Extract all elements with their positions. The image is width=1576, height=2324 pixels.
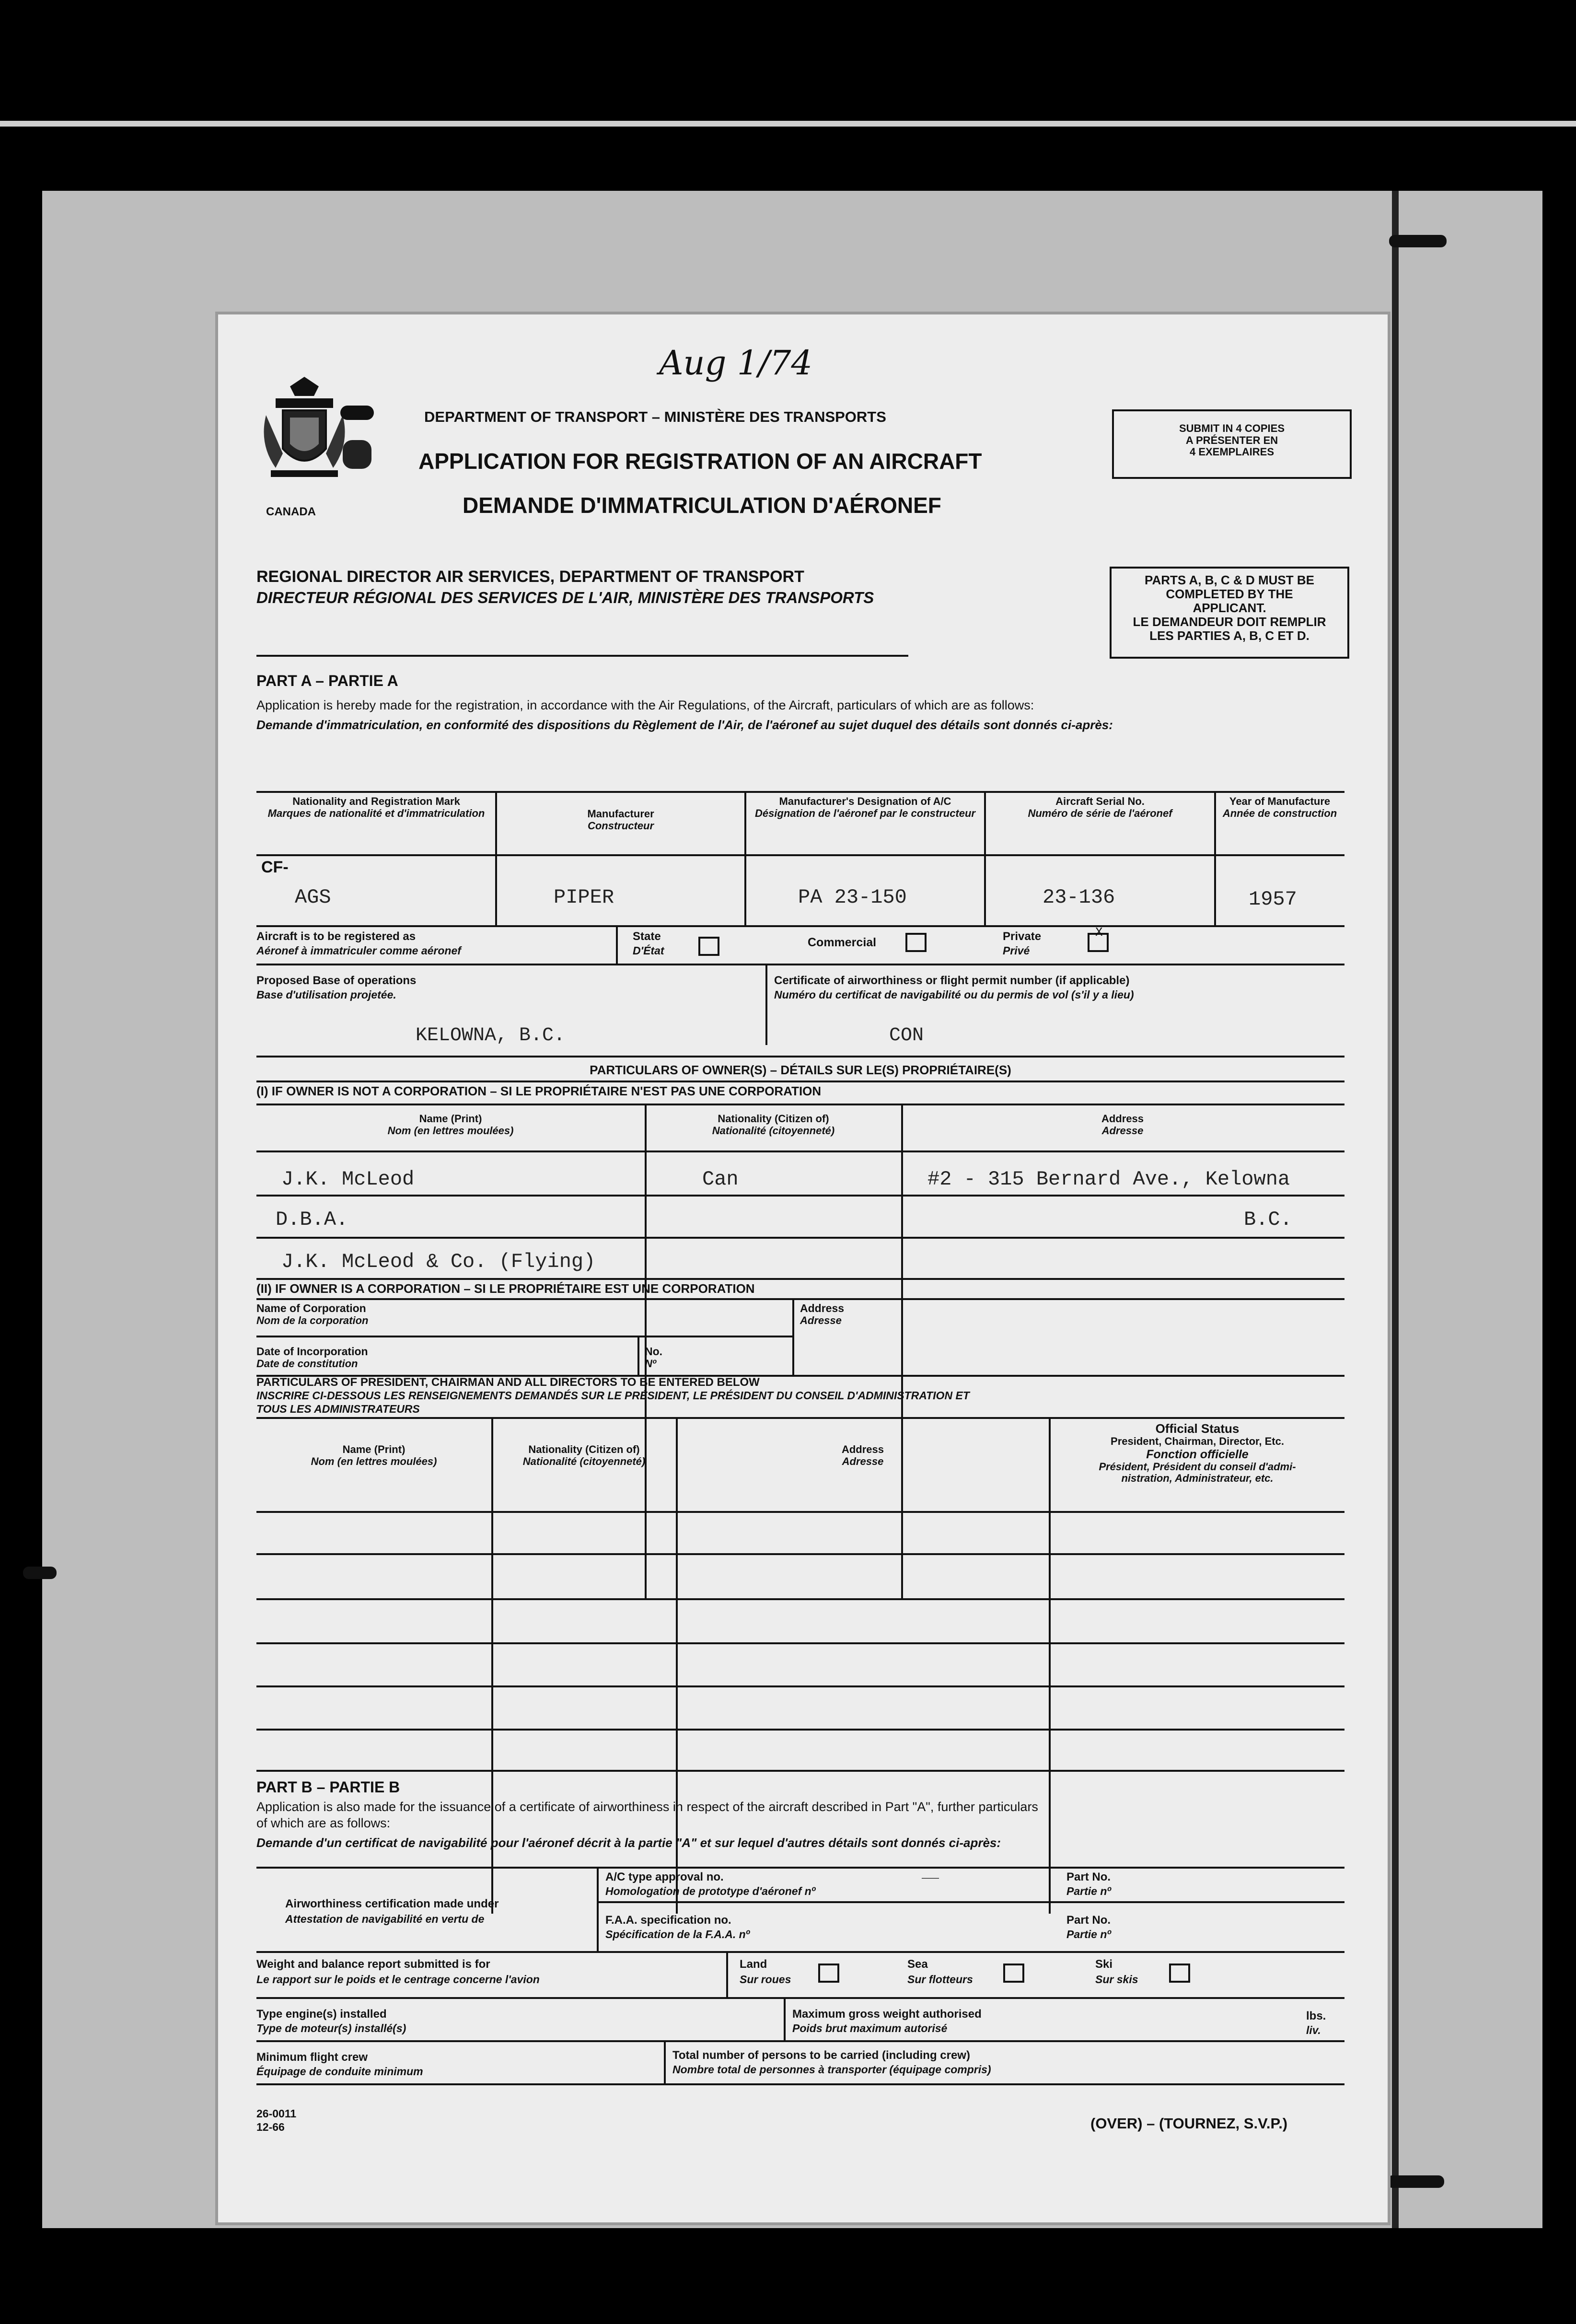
table-line — [256, 1336, 793, 1337]
engine-en: Type engine(s) installed — [256, 2008, 387, 2021]
sea-fr: Sur flotteurs — [907, 1973, 973, 1986]
registered-as-fr: Aéronef à immatriculer comme aéronef — [256, 944, 461, 957]
director-col-address — [677, 1444, 1049, 1467]
directors-line-2: INSCRIRE CI-DESSOUS LES RENSEIGNEMENTS DEMANDÉS SUR LE PRÉSIDENT, LE PRÉSIDENT DU CONSEIL D'ADMINISTRATION ET — [256, 1389, 970, 1402]
registered-as-en: Aircraft is to be registered as — [256, 930, 416, 943]
airworthiness-en: Airworthiness certification made under — [285, 1897, 499, 1910]
col-fr: Numéro de série de l'aéronef — [1028, 807, 1172, 819]
canada-coat-of-arms-icon — [256, 377, 352, 492]
table-line — [256, 1298, 1344, 1300]
col-head-year — [1215, 796, 1344, 819]
table-line — [256, 1729, 1344, 1731]
cert-en: Certificate of airworthiness or flight permit number (if applicable) — [774, 974, 1130, 987]
handwritten-date: Aug 1/74 — [659, 343, 812, 383]
col-fr: Nom (en lettres moulées) — [311, 1455, 437, 1467]
table-line — [256, 2040, 1344, 2042]
col-head-serial — [985, 796, 1215, 819]
corp-address-en: Address — [800, 1302, 845, 1314]
directors-line-3: TOUS LES ADMINISTRATEURS — [256, 1403, 420, 1415]
base-en: Proposed Base of operations — [256, 974, 417, 987]
col-fr: Marques de nationalité et d'immatriculation — [267, 807, 485, 819]
table-line — [726, 1951, 728, 1997]
private-fr: Privé — [1003, 944, 1030, 957]
airworthiness-fr: Attestation de navigabilité en vertu de — [285, 1913, 485, 1925]
table-line — [256, 1951, 1344, 1953]
redaction-mark — [340, 406, 374, 420]
punch-mark — [1387, 2175, 1444, 2188]
table-line — [256, 1195, 1344, 1197]
col-en: Nationality (Citizen of) — [528, 1443, 640, 1455]
owner-col-nationality — [646, 1113, 901, 1137]
status-fr-desc-2: nistration, Administrateur, etc. — [1121, 1472, 1274, 1485]
parts-line-1: PARTS A, B, C & D MUST BE — [1145, 573, 1314, 587]
submit-line-3: 4 EXEMPLAIRES — [1189, 446, 1275, 458]
page-edge-shadow — [1392, 191, 1399, 2228]
lbs-unit: lbs. — [1306, 2010, 1326, 2022]
submit-line-1: SUBMIT IN 4 COPIES — [1179, 422, 1285, 434]
owner-col-name — [256, 1113, 645, 1137]
state-fr: D'État — [633, 944, 664, 957]
ski-en: Ski — [1095, 1958, 1113, 1971]
submit-line-2: A PRÉSENTER EN — [1185, 434, 1278, 446]
owner-address-line-1: #2 - 315 Bernard Ave., Kelowna — [927, 1168, 1290, 1191]
table-line — [616, 925, 618, 964]
col-fr: Nom (en lettres moulées) — [387, 1124, 514, 1137]
weight-en: Weight and balance report submitted is for — [256, 1958, 490, 1971]
table-line — [256, 1770, 1344, 1772]
inc-date-en: Date of Incorporation — [256, 1345, 368, 1358]
ac-type-en: A/C type approval no. — [605, 1871, 724, 1883]
liv-unit: liv. — [1306, 2024, 1321, 2036]
part-b-intro-fr: Demande d'un certificat de navigabilité pour l'aéronef décrit à la partie "A" et sur lequel d'autres détails sont donnés ci-après: — [256, 1836, 1001, 1850]
addressee-line — [256, 655, 908, 657]
col-en: Name (Print) — [419, 1113, 482, 1125]
owner-col-address — [902, 1113, 1343, 1137]
table-line — [901, 1104, 903, 1598]
col-fr: Nationalité (citoyenneté) — [522, 1455, 646, 1467]
col-fr: Constructeur — [587, 819, 654, 832]
punch-mark — [1389, 235, 1447, 247]
col-en: Year of Manufacture — [1229, 795, 1331, 807]
col-en: Aircraft Serial No. — [1055, 795, 1145, 807]
col-en: Address — [841, 1443, 884, 1455]
serial-value: 23-136 — [1043, 886, 1115, 909]
part-no-2-fr: Partie nº — [1066, 1928, 1111, 1941]
col-en: Manufacturer — [587, 808, 654, 820]
part-no-2-en: Part No. — [1066, 1914, 1111, 1927]
table-line — [256, 2083, 1344, 2085]
ski-checkbox[interactable] — [1169, 1964, 1190, 1983]
owner-name-line-1: J.K. McLeod — [281, 1168, 415, 1191]
no-en: No. — [645, 1345, 663, 1358]
table-line — [256, 1237, 1344, 1239]
table-line — [256, 791, 1344, 793]
part-b-intro-en-2: of which are as follows: — [256, 1816, 391, 1830]
redaction-mark — [343, 440, 371, 469]
weight-fr: Le rapport sur le poids et le centrage concerne l'avion — [256, 1973, 540, 1986]
table-line — [256, 925, 1344, 927]
inc-date-fr: Date de constitution — [256, 1358, 358, 1370]
year-value: 1957 — [1249, 888, 1297, 911]
col-head-manufacturer — [496, 808, 745, 832]
table-line — [256, 1150, 1344, 1152]
punch-mark — [23, 1567, 57, 1579]
status-en-title: Official Status — [1155, 1421, 1240, 1436]
faa-en: F.A.A. specification no. — [605, 1914, 731, 1927]
part-a-intro-fr: Demande d'immatriculation, en conformité des dispositions du Règlement de l'Air, de l'aéronef au sujet duquel des détails sont donnés ci-après: — [256, 718, 1113, 732]
is-corporation-heading: (II) IF OWNER IS A CORPORATION – SI LE PROPRIÉTAIRE EST UNE CORPORATION — [256, 1281, 755, 1296]
col-fr: Adresse — [842, 1455, 884, 1467]
table-line — [1049, 1417, 1051, 1914]
col-fr: Adresse — [1101, 1124, 1144, 1137]
part-b-heading: PART B – PARTIE B — [256, 1778, 400, 1796]
parts-line-4: LE DEMANDEUR DOIT REMPLIR — [1133, 615, 1326, 629]
part-a-heading: PART A – PARTIE A — [256, 672, 398, 689]
table-line — [256, 1997, 1344, 1999]
col-en: Name (Print) — [342, 1443, 406, 1455]
engine-fr: Type de moteur(s) installé(s) — [256, 2022, 406, 2034]
private-checkmark: X — [1095, 925, 1103, 940]
table-line — [256, 1056, 1344, 1057]
addressee-french: DIRECTEUR RÉGIONAL DES SERVICES DE L'AIR, MINISTÈRE DES TRANSPORTS — [256, 589, 874, 606]
status-fr-title: Fonction officielle — [1146, 1447, 1249, 1461]
col-en: Nationality (Citizen of) — [718, 1113, 829, 1125]
cert-fr: Numéro du certificat de navigabilité ou du permis de vol (s'il y a lieu) — [774, 988, 1134, 1001]
part-a-intro-en: Application is hereby made for the registration, in accordance with the Air Regulations, of the Aircraft, particulars of which are as follows: — [256, 698, 1034, 712]
parts-line-5: LES PARTIES A, B, C ET D. — [1149, 628, 1309, 643]
table-line — [597, 1867, 599, 1951]
owner-address-line-2: B.C. — [1244, 1208, 1292, 1231]
cf-prefix: CF- — [261, 858, 289, 876]
title-french: DEMANDE D'IMMATRICULATION D'AÉRONEF — [463, 493, 941, 518]
table-line — [256, 1642, 1344, 1644]
department-line: DEPARTMENT OF TRANSPORT – MINISTÈRE DES TRANSPORTS — [424, 408, 886, 425]
director-col-nationality — [492, 1444, 676, 1467]
table-line — [784, 1997, 786, 2040]
land-en: Land — [740, 1958, 767, 1971]
private-en: Private — [1003, 930, 1042, 943]
sea-en: Sea — [907, 1958, 928, 1971]
table-line — [256, 1511, 1344, 1513]
commercial-label: Commercial — [808, 936, 877, 949]
persons-fr: Nombre total de personnes à transporter (équipage compris) — [672, 2063, 991, 2076]
col-fr: Année de construction — [1222, 807, 1337, 819]
table-line — [765, 964, 767, 1045]
cert-value: CON — [889, 1025, 924, 1046]
persons-en: Total number of persons to be carried (including crew) — [672, 2049, 970, 2062]
table-line — [256, 964, 1344, 965]
submit-copies-box — [1112, 409, 1352, 479]
table-line — [637, 1336, 639, 1375]
private-checkbox[interactable] — [1088, 925, 1109, 952]
ac-type-value: __ — [922, 1866, 939, 1882]
canada-label: CANADA — [266, 505, 316, 518]
film-strip-edge — [0, 121, 1576, 127]
land-fr: Sur roues — [740, 1973, 791, 1986]
status-en-desc: President, Chairman, Director, Etc. — [1111, 1435, 1284, 1448]
state-en: State — [633, 930, 661, 943]
col-en: Nationality and Registration Mark — [292, 795, 460, 807]
corp-address-fr: Adresse — [800, 1314, 842, 1326]
corp-name-fr: Nom de la corporation — [256, 1314, 369, 1326]
col-fr: Nationalité (citoyenneté) — [712, 1124, 835, 1137]
owner-name-line-3: J.K. McLeod & Co. (Flying) — [281, 1250, 596, 1273]
director-col-name — [256, 1444, 491, 1467]
status-fr-desc-1: Président, Président du conseil d'admi- — [1099, 1460, 1296, 1473]
registration-mark-value: AGS — [295, 886, 331, 909]
sea-checkbox[interactable] — [1003, 1964, 1024, 1983]
table-line — [256, 1104, 1344, 1105]
base-fr: Base d'utilisation projetée. — [256, 988, 396, 1001]
table-line — [256, 1417, 1344, 1419]
parts-required-box — [1110, 567, 1349, 659]
owner-name-line-2: D.B.A. — [276, 1208, 348, 1231]
part-no-en: Part No. — [1066, 1871, 1111, 1883]
table-line — [256, 1685, 1344, 1687]
part-b-intro-en-1: Application is also made for the issuance of a certificate of airworthiness in respect of the aircraft described in Part "A", further particulars — [256, 1800, 1038, 1814]
parts-line-3: APPLICANT. — [1193, 601, 1266, 616]
faa-fr: Spécification de la F.A.A. nº — [605, 1928, 750, 1941]
col-en: Address — [1101, 1113, 1144, 1125]
form-date: 12-66 — [256, 2121, 285, 2133]
designation-value: PA 23-150 — [798, 886, 907, 909]
table-line — [256, 1278, 1344, 1280]
gross-weight-en: Maximum gross weight authorised — [792, 2008, 982, 2021]
min-crew-fr: Équipage de conduite minimum — [256, 2065, 423, 2078]
col-head-nationality — [256, 796, 496, 819]
table-line — [256, 854, 1344, 856]
ski-fr: Sur skis — [1095, 1973, 1138, 1986]
owner-nationality-value: Can — [702, 1168, 739, 1191]
gross-weight-fr: Poids brut maximum autorisé — [792, 2022, 948, 2034]
ac-type-fr: Homologation de prototype d'aéronef nº — [605, 1885, 816, 1897]
min-crew-en: Minimum flight crew — [256, 2051, 368, 2064]
col-fr: Désignation de l'aéronef par le constructeur — [754, 807, 975, 819]
not-corporation-heading: (I) IF OWNER IS NOT A CORPORATION – SI LE PROPRIÉTAIRE N'EST PAS UNE CORPORATION — [256, 1084, 822, 1098]
no-fr: Nº — [645, 1358, 656, 1370]
manufacturer-value: PIPER — [554, 886, 614, 909]
table-line — [256, 1081, 1344, 1082]
commercial-checkbox[interactable] — [905, 933, 927, 952]
registration-form — [218, 314, 1388, 2222]
base-value: KELOWNA, B.C. — [416, 1025, 566, 1046]
table-line — [597, 1901, 1344, 1903]
col-head-designation — [745, 796, 985, 819]
addressee-english: REGIONAL DIRECTOR AIR SERVICES, DEPARTMENT OF TRANSPORT — [256, 568, 804, 586]
title-english: APPLICATION FOR REGISTRATION OF AN AIRCRAFT — [418, 449, 982, 474]
table-line — [256, 1867, 1344, 1869]
directors-line-1: PARTICULARS OF PRESIDENT, CHAIRMAN AND ALL DIRECTORS TO BE ENTERED BELOW — [256, 1376, 760, 1389]
corp-name-en: Name of Corporation — [256, 1302, 366, 1314]
table-line — [664, 2040, 666, 2083]
col-en: Manufacturer's Designation of A/C — [779, 795, 951, 807]
table-line — [256, 1598, 1344, 1600]
land-checkbox[interactable] — [818, 1964, 839, 1983]
table-line — [256, 1553, 1344, 1555]
owners-heading: PARTICULARS OF OWNER(S) – DÉTAILS SUR LE(S) PROPRIÉTAIRE(S) — [590, 1063, 1011, 1077]
over-label: (OVER) – (TOURNEZ, S.V.P.) — [1090, 2115, 1288, 2132]
form-number: 26-0011 — [256, 2107, 297, 2120]
parts-line-2: COMPLETED BY THE — [1166, 587, 1293, 602]
part-no-fr: Partie nº — [1066, 1885, 1111, 1897]
state-checkbox[interactable] — [698, 937, 719, 956]
director-col-status — [1051, 1422, 1344, 1485]
